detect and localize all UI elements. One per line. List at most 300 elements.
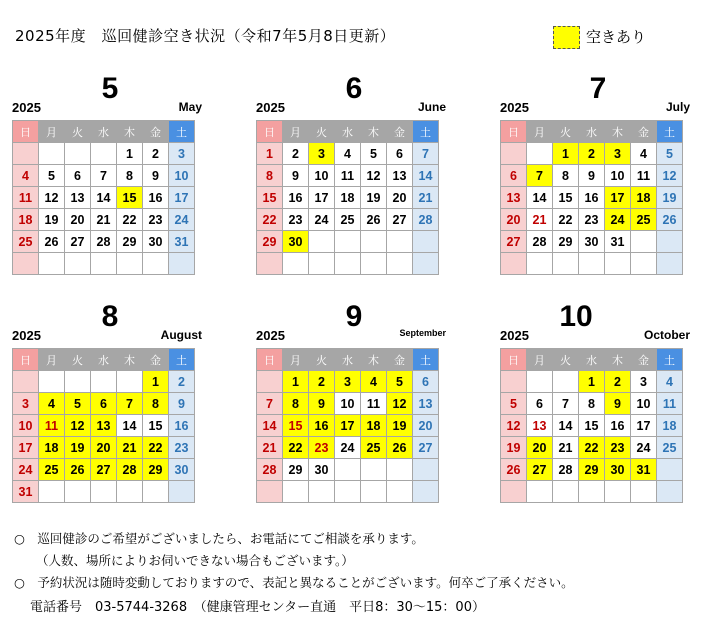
empty-cell	[361, 231, 387, 253]
day-cell: 29	[579, 459, 605, 481]
day-cell: 1	[257, 143, 283, 165]
day-cell: 11	[13, 187, 39, 209]
day-cell: 6	[527, 393, 553, 415]
day-cell: 27	[65, 231, 91, 253]
day-cell: 28	[91, 231, 117, 253]
empty-cell	[631, 253, 657, 275]
weekday-header: 金	[631, 121, 657, 143]
empty-cell	[527, 253, 553, 275]
empty-cell	[13, 371, 39, 393]
day-cell: 24	[605, 209, 631, 231]
empty-cell	[309, 253, 335, 275]
calendar-year: 2025	[500, 100, 529, 115]
day-cell: 1	[117, 143, 143, 165]
day-cell: 17	[169, 187, 195, 209]
weekday-header: 金	[387, 349, 413, 371]
day-cell: 6	[387, 143, 413, 165]
weekday-header: 土	[657, 349, 683, 371]
day-cell: 2	[143, 143, 169, 165]
day-cell: 7	[117, 393, 143, 415]
weekday-header: 火	[309, 349, 335, 371]
day-cell: 18	[361, 415, 387, 437]
calendar-month-number: 9	[345, 300, 363, 333]
empty-cell	[335, 253, 361, 275]
day-cell: 7	[413, 143, 439, 165]
weekday-header: 火	[309, 121, 335, 143]
day-cell: 15	[117, 187, 143, 209]
day-cell: 15	[579, 415, 605, 437]
day-cell: 12	[501, 415, 527, 437]
day-cell: 20	[501, 209, 527, 231]
day-cell: 25	[361, 437, 387, 459]
day-cell: 8	[579, 393, 605, 415]
day-cell: 1	[143, 371, 169, 393]
day-cell: 9	[579, 165, 605, 187]
day-cell: 26	[657, 209, 683, 231]
empty-cell	[657, 481, 683, 503]
day-cell: 18	[631, 187, 657, 209]
weekday-header: 日	[13, 121, 39, 143]
calendar-month-number: 7	[589, 72, 607, 105]
day-cell: 22	[283, 437, 309, 459]
day-cell: 28	[117, 459, 143, 481]
day-cell: 26	[501, 459, 527, 481]
calendar-year: 2025	[256, 328, 285, 343]
day-cell: 17	[631, 415, 657, 437]
day-cell: 23	[169, 437, 195, 459]
day-cell: 10	[605, 165, 631, 187]
day-cell: 14	[117, 415, 143, 437]
day-cell: 11	[631, 165, 657, 187]
day-cell: 26	[387, 437, 413, 459]
day-cell: 17	[335, 415, 361, 437]
day-cell: 29	[553, 231, 579, 253]
day-cell: 21	[553, 437, 579, 459]
day-cell: 28	[527, 231, 553, 253]
day-cell: 7	[91, 165, 117, 187]
empty-cell	[631, 231, 657, 253]
calendar-grid	[12, 348, 195, 503]
day-cell: 4	[335, 143, 361, 165]
day-cell: 5	[657, 143, 683, 165]
day-cell: 18	[39, 437, 65, 459]
day-cell: 8	[117, 165, 143, 187]
day-cell: 28	[257, 459, 283, 481]
weekday-header: 月	[39, 121, 65, 143]
day-cell: 13	[527, 415, 553, 437]
day-cell: 27	[413, 437, 439, 459]
calendar-month-name: August	[160, 328, 202, 342]
empty-cell	[117, 371, 143, 393]
empty-cell	[283, 253, 309, 275]
day-cell: 30	[169, 459, 195, 481]
calendar-grid	[500, 348, 683, 503]
day-cell: 3	[605, 143, 631, 165]
calendar-year: 2025	[12, 100, 41, 115]
day-cell: 31	[631, 459, 657, 481]
day-cell: 23	[605, 437, 631, 459]
day-cell: 22	[257, 209, 283, 231]
day-cell: 8	[283, 393, 309, 415]
weekday-header: 火	[65, 121, 91, 143]
empty-cell	[527, 371, 553, 393]
day-cell: 22	[553, 209, 579, 231]
weekday-header: 水	[579, 121, 605, 143]
day-cell: 10	[631, 393, 657, 415]
day-cell: 25	[631, 209, 657, 231]
empty-cell	[257, 253, 283, 275]
empty-cell	[39, 371, 65, 393]
empty-cell	[91, 253, 117, 275]
empty-cell	[65, 371, 91, 393]
day-cell: 4	[13, 165, 39, 187]
weekday-header: 金	[387, 121, 413, 143]
day-cell: 20	[91, 437, 117, 459]
empty-cell	[361, 253, 387, 275]
day-cell: 17	[13, 437, 39, 459]
day-cell: 14	[91, 187, 117, 209]
note-1: ○ 巡回健診のご希望がございましたら、お電話にてご相談を承ります。	[14, 531, 424, 546]
weekday-header: 水	[335, 349, 361, 371]
calendar-month-name: May	[178, 100, 202, 114]
calendar-month-name: June	[417, 100, 446, 114]
weekday-header: 木	[117, 349, 143, 371]
weekday-header: 火	[553, 121, 579, 143]
day-cell: 15	[283, 415, 309, 437]
day-cell: 3	[335, 371, 361, 393]
day-cell: 24	[335, 437, 361, 459]
empty-cell	[91, 143, 117, 165]
empty-cell	[413, 481, 439, 503]
weekday-header: 土	[413, 349, 439, 371]
day-cell: 5	[501, 393, 527, 415]
weekday-header: 金	[631, 349, 657, 371]
empty-cell	[387, 231, 413, 253]
day-cell: 30	[309, 459, 335, 481]
empty-cell	[553, 371, 579, 393]
empty-cell	[39, 143, 65, 165]
weekday-header: 土	[413, 121, 439, 143]
calendar-year: 2025	[256, 100, 285, 115]
empty-cell	[605, 253, 631, 275]
day-cell: 10	[309, 165, 335, 187]
day-cell: 1	[553, 143, 579, 165]
weekday-header: 土	[657, 121, 683, 143]
empty-cell	[631, 481, 657, 503]
day-cell: 19	[39, 209, 65, 231]
empty-cell	[657, 253, 683, 275]
empty-cell	[413, 253, 439, 275]
day-cell: 6	[65, 165, 91, 187]
weekday-header: 金	[143, 121, 169, 143]
day-cell: 11	[657, 393, 683, 415]
day-cell: 5	[65, 393, 91, 415]
calendar-grid	[12, 120, 195, 275]
day-cell: 25	[39, 459, 65, 481]
day-cell: 29	[257, 231, 283, 253]
day-cell: 31	[13, 481, 39, 503]
day-cell: 11	[39, 415, 65, 437]
empty-cell	[553, 253, 579, 275]
day-cell: 11	[361, 393, 387, 415]
empty-cell	[361, 459, 387, 481]
empty-cell	[413, 459, 439, 481]
day-cell: 26	[39, 231, 65, 253]
calendar-month-name: September	[399, 328, 446, 338]
day-cell: 13	[387, 165, 413, 187]
empty-cell	[579, 253, 605, 275]
day-cell: 22	[579, 437, 605, 459]
day-cell: 11	[335, 165, 361, 187]
empty-cell	[605, 481, 631, 503]
day-cell: 8	[553, 165, 579, 187]
empty-cell	[65, 481, 91, 503]
day-cell: 23	[283, 209, 309, 231]
day-cell: 12	[387, 393, 413, 415]
legend-label: 空きあり	[586, 28, 647, 46]
day-cell: 30	[579, 231, 605, 253]
day-cell: 14	[553, 415, 579, 437]
day-cell: 2	[579, 143, 605, 165]
page-title: 2025年度 巡回健診空き状況（令和7年5月8日更新）	[15, 27, 396, 45]
day-cell: 28	[413, 209, 439, 231]
empty-cell	[413, 231, 439, 253]
day-cell: 6	[413, 371, 439, 393]
day-cell: 21	[91, 209, 117, 231]
note-3: ○ 予約状況は随時変動しておりますので、表記と異なることがございます。何卒ご了承ください。	[14, 575, 574, 590]
weekday-header: 火	[65, 349, 91, 371]
day-cell: 12	[361, 165, 387, 187]
empty-cell	[527, 143, 553, 165]
empty-cell	[387, 481, 413, 503]
day-cell: 31	[169, 231, 195, 253]
day-cell: 7	[257, 393, 283, 415]
empty-cell	[335, 481, 361, 503]
day-cell: 5	[361, 143, 387, 165]
day-cell: 21	[257, 437, 283, 459]
day-cell: 4	[361, 371, 387, 393]
day-cell: 9	[169, 393, 195, 415]
day-cell: 16	[169, 415, 195, 437]
day-cell: 3	[169, 143, 195, 165]
day-cell: 6	[91, 393, 117, 415]
day-cell: 3	[631, 371, 657, 393]
empty-cell	[335, 459, 361, 481]
empty-cell	[39, 481, 65, 503]
calendar-year: 2025	[500, 328, 529, 343]
notes	[14, 528, 574, 594]
weekday-header: 金	[143, 349, 169, 371]
empty-cell	[91, 371, 117, 393]
day-cell: 2	[605, 371, 631, 393]
day-cell: 1	[283, 371, 309, 393]
weekday-header: 木	[605, 121, 631, 143]
day-cell: 16	[283, 187, 309, 209]
day-cell: 21	[527, 209, 553, 231]
weekday-header: 日	[257, 349, 283, 371]
day-cell: 24	[631, 437, 657, 459]
calendar-grid	[256, 348, 439, 503]
phone-info: 電話番号 03-5744-3268 （健康管理センター直通 平日8：30～15：00）	[30, 600, 485, 615]
empty-cell	[39, 253, 65, 275]
calendar-month-number: 5	[101, 72, 119, 105]
empty-cell	[579, 481, 605, 503]
note-2: （人数、場所によりお伺いできない場合もございます。）	[36, 553, 354, 568]
day-cell: 9	[605, 393, 631, 415]
day-cell: 30	[605, 459, 631, 481]
weekday-header: 木	[605, 349, 631, 371]
empty-cell	[501, 253, 527, 275]
weekday-header: 木	[361, 349, 387, 371]
calendar-month-number: 8	[101, 300, 119, 333]
day-cell: 18	[335, 187, 361, 209]
day-cell: 28	[553, 459, 579, 481]
day-cell: 16	[143, 187, 169, 209]
day-cell: 24	[309, 209, 335, 231]
empty-cell	[143, 253, 169, 275]
empty-cell	[13, 253, 39, 275]
day-cell: 6	[501, 165, 527, 187]
weekday-header: 土	[169, 349, 195, 371]
day-cell: 19	[387, 415, 413, 437]
day-cell: 27	[91, 459, 117, 481]
day-cell: 19	[65, 437, 91, 459]
day-cell: 21	[413, 187, 439, 209]
empty-cell	[257, 481, 283, 503]
weekday-header: 日	[501, 121, 527, 143]
day-cell: 19	[361, 187, 387, 209]
day-cell: 13	[65, 187, 91, 209]
empty-cell	[65, 253, 91, 275]
day-cell: 19	[657, 187, 683, 209]
empty-cell	[527, 481, 553, 503]
empty-cell	[335, 231, 361, 253]
weekday-header: 水	[91, 121, 117, 143]
weekday-header: 木	[117, 121, 143, 143]
empty-cell	[169, 253, 195, 275]
calendar-month-number: 10	[559, 300, 593, 333]
day-cell: 4	[657, 371, 683, 393]
empty-cell	[387, 253, 413, 275]
empty-cell	[91, 481, 117, 503]
empty-cell	[501, 143, 527, 165]
day-cell: 22	[143, 437, 169, 459]
day-cell: 29	[143, 459, 169, 481]
weekday-header: 水	[335, 121, 361, 143]
day-cell: 8	[257, 165, 283, 187]
empty-cell	[553, 481, 579, 503]
day-cell: 2	[283, 143, 309, 165]
empty-cell	[117, 253, 143, 275]
day-cell: 17	[605, 187, 631, 209]
calendar-grid	[256, 120, 439, 275]
day-cell: 23	[309, 437, 335, 459]
day-cell: 30	[143, 231, 169, 253]
weekday-header: 月	[283, 349, 309, 371]
day-cell: 20	[527, 437, 553, 459]
day-cell: 26	[361, 209, 387, 231]
day-cell: 27	[387, 209, 413, 231]
calendar-year: 2025	[12, 328, 41, 343]
day-cell: 4	[631, 143, 657, 165]
calendar-grid	[500, 120, 683, 275]
day-cell: 17	[309, 187, 335, 209]
calendar-month-number: 6	[345, 72, 363, 105]
day-cell: 22	[117, 209, 143, 231]
day-cell: 13	[501, 187, 527, 209]
weekday-header: 日	[257, 121, 283, 143]
day-cell: 9	[283, 165, 309, 187]
empty-cell	[117, 481, 143, 503]
weekday-header: 土	[169, 121, 195, 143]
empty-cell	[143, 481, 169, 503]
day-cell: 13	[413, 393, 439, 415]
day-cell: 16	[309, 415, 335, 437]
day-cell: 15	[257, 187, 283, 209]
day-cell: 24	[13, 459, 39, 481]
empty-cell	[501, 371, 527, 393]
day-cell: 8	[143, 393, 169, 415]
day-cell: 29	[283, 459, 309, 481]
weekday-header: 火	[553, 349, 579, 371]
day-cell: 18	[13, 209, 39, 231]
day-cell: 15	[553, 187, 579, 209]
day-cell: 29	[117, 231, 143, 253]
legend-swatch	[553, 26, 580, 49]
day-cell: 31	[605, 231, 631, 253]
day-cell: 5	[387, 371, 413, 393]
weekday-header: 水	[91, 349, 117, 371]
weekday-header: 月	[527, 121, 553, 143]
empty-cell	[657, 459, 683, 481]
empty-cell	[283, 481, 309, 503]
day-cell: 20	[387, 187, 413, 209]
day-cell: 23	[143, 209, 169, 231]
day-cell: 9	[143, 165, 169, 187]
day-cell: 19	[501, 437, 527, 459]
calendar-month-name: October	[643, 328, 690, 342]
empty-cell	[361, 481, 387, 503]
day-cell: 3	[13, 393, 39, 415]
weekday-header: 日	[501, 349, 527, 371]
day-cell: 26	[65, 459, 91, 481]
empty-cell	[13, 143, 39, 165]
day-cell: 25	[335, 209, 361, 231]
day-cell: 12	[39, 187, 65, 209]
day-cell: 2	[169, 371, 195, 393]
day-cell: 25	[13, 231, 39, 253]
day-cell: 16	[605, 415, 631, 437]
day-cell: 14	[527, 187, 553, 209]
day-cell: 3	[309, 143, 335, 165]
empty-cell	[309, 231, 335, 253]
day-cell: 20	[413, 415, 439, 437]
day-cell: 7	[553, 393, 579, 415]
day-cell: 10	[13, 415, 39, 437]
weekday-header: 木	[361, 121, 387, 143]
day-cell: 20	[65, 209, 91, 231]
calendar-month-name: July	[665, 100, 690, 114]
day-cell: 12	[65, 415, 91, 437]
empty-cell	[387, 459, 413, 481]
weekday-header: 日	[13, 349, 39, 371]
weekday-header: 月	[283, 121, 309, 143]
day-cell: 27	[527, 459, 553, 481]
day-cell: 18	[657, 415, 683, 437]
day-cell: 21	[117, 437, 143, 459]
empty-cell	[169, 481, 195, 503]
day-cell: 5	[39, 165, 65, 187]
